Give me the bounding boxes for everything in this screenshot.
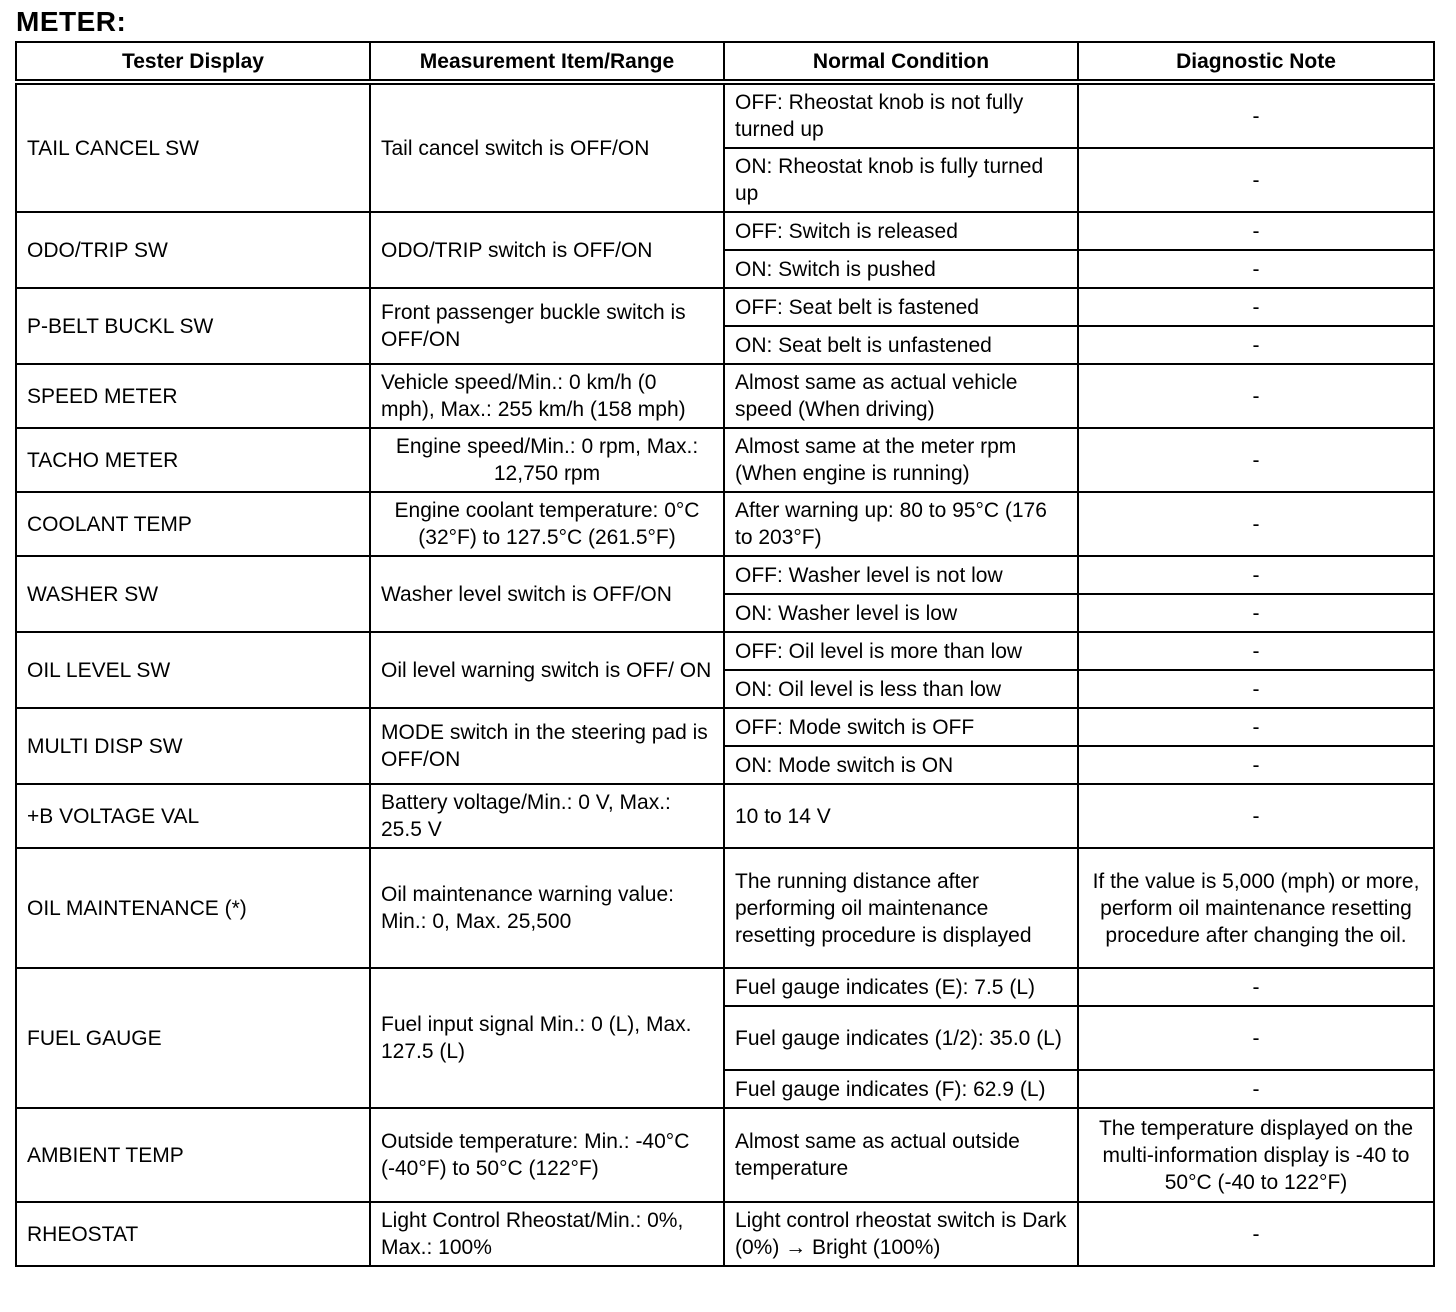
normal-condition-cell: Almost same at the meter rpm (When engine is running) [724, 428, 1078, 492]
normal-condition-cell: ON: Oil level is less than low [724, 670, 1078, 708]
diagnostic-note-cell: - [1078, 492, 1434, 556]
normal-condition-cell: Almost same as actual outside temperature [724, 1108, 1078, 1202]
diagnostic-note-cell: If the value is 5,000 (mph) or more, perform oil maintenance resetting procedure after changing the oil. [1078, 848, 1434, 968]
diagnostic-note-cell: - [1078, 364, 1434, 428]
measurement-range-cell: Vehicle speed/Min.: 0 km/h (0 mph), Max.: 255 km/h (158 mph) [370, 364, 724, 428]
normal-condition-cell: OFF: Mode switch is OFF [724, 708, 1078, 746]
measurement-range-cell: Battery voltage/Min.: 0 V, Max.: 25.5 V [370, 784, 724, 848]
measurement-range-cell: Oil level warning switch is OFF/ ON [370, 632, 724, 708]
normal-condition-cell: OFF: Seat belt is fastened [724, 288, 1078, 326]
diagnostic-note-cell: - [1078, 784, 1434, 848]
diagnostic-note-cell: - [1078, 148, 1434, 212]
table-row [16, 556, 1434, 594]
tester-display-cell: ODO/TRIP SW [16, 212, 370, 288]
diagnostic-note-cell: - [1078, 632, 1434, 670]
normal-condition-cell: ON: Washer level is low [724, 594, 1078, 632]
header-row [16, 42, 1434, 82]
diagnostic-note-cell: - [1078, 82, 1434, 148]
normal-condition-cell: Fuel gauge indicates (1/2): 35.0 (L) [724, 1006, 1078, 1070]
measurement-range-cell: Front passenger buckle switch is OFF/ON [370, 288, 724, 364]
table-row [16, 1108, 1434, 1202]
table-row [16, 82, 1434, 148]
table-body [16, 82, 1434, 1266]
normal-condition-cell: Fuel gauge indicates (E): 7.5 (L) [724, 968, 1078, 1006]
diagnostic-note-cell: - [1078, 212, 1434, 250]
normal-condition-cell: ON: Switch is pushed [724, 250, 1078, 288]
meter-data-table [15, 41, 1435, 1267]
table-row [16, 784, 1434, 848]
table-row [16, 1202, 1434, 1266]
normal-condition-cell: The running distance after performing oil maintenance resetting procedure is displayed [724, 848, 1078, 968]
table-row [16, 492, 1434, 556]
tester-display-cell: RHEOSTAT [16, 1202, 370, 1266]
measurement-range-cell: Engine speed/Min.: 0 rpm, Max.: 12,750 rpm [370, 428, 724, 492]
table-row [16, 708, 1434, 746]
tester-display-cell: TAIL CANCEL SW [16, 82, 370, 212]
table-row [16, 428, 1434, 492]
diagnostic-note-cell: - [1078, 428, 1434, 492]
normal-condition-cell: 10 to 14 V [724, 784, 1078, 848]
diagnostic-note-cell: - [1078, 326, 1434, 364]
page-title: METER: [16, 6, 127, 37]
normal-condition-cell: OFF: Rheostat knob is not fully turned up [724, 82, 1078, 148]
normal-condition-cell: ON: Mode switch is ON [724, 746, 1078, 784]
measurement-range-cell: Oil maintenance warning value: Min.: 0, Max. 25,500 [370, 848, 724, 968]
table-row [16, 848, 1434, 968]
diagnostic-note-cell: - [1078, 1070, 1434, 1108]
tester-display-cell: P-BELT BUCKL SW [16, 288, 370, 364]
diagnostic-note-cell: - [1078, 708, 1434, 746]
diagnostic-note-cell: - [1078, 556, 1434, 594]
header-measurement-range: Measurement Item/Range [370, 42, 724, 82]
table-row [16, 212, 1434, 250]
diagnostic-note-cell: The temperature displayed on the multi-information display is -40 to 50°C (-40 to 122°F) [1078, 1108, 1434, 1202]
tester-display-cell: SPEED METER [16, 364, 370, 428]
normal-condition-cell: OFF: Oil level is more than low [724, 632, 1078, 670]
header-diagnostic-note: Diagnostic Note [1078, 42, 1434, 82]
tester-display-cell: AMBIENT TEMP [16, 1108, 370, 1202]
diagnostic-note-cell: - [1078, 250, 1434, 288]
measurement-range-cell: Tail cancel switch is OFF/ON [370, 82, 724, 212]
measurement-range-cell: Fuel input signal Min.: 0 (L), Max. 127.5 (L) [370, 968, 724, 1108]
measurement-range-cell: MODE switch in the steering pad is OFF/ON [370, 708, 724, 784]
normal-condition-cell: ON: Rheostat knob is fully turned up [724, 148, 1078, 212]
table-row [16, 968, 1434, 1006]
tester-display-cell: +B VOLTAGE VAL [16, 784, 370, 848]
tester-display-cell: TACHO METER [16, 428, 370, 492]
diagnostic-note-cell: - [1078, 1202, 1434, 1266]
diagnostic-note-cell: - [1078, 1006, 1434, 1070]
tester-display-cell: COOLANT TEMP [16, 492, 370, 556]
table-row [16, 632, 1434, 670]
diagnostic-note-cell: - [1078, 746, 1434, 784]
measurement-range-cell: Washer level switch is OFF/ON [370, 556, 724, 632]
tester-display-cell: MULTI DISP SW [16, 708, 370, 784]
table-row [16, 288, 1434, 326]
tester-display-cell: FUEL GAUGE [16, 968, 370, 1108]
tester-display-cell: OIL MAINTENANCE (*) [16, 848, 370, 968]
measurement-range-cell: Engine coolant temperature: 0°C (32°F) to 127.5°C (261.5°F) [370, 492, 724, 556]
tester-display-cell: WASHER SW [16, 556, 370, 632]
header-normal-condition: Normal Condition [724, 42, 1078, 82]
table-row [16, 364, 1434, 428]
normal-condition-cell: Light control rheostat switch is Dark (0%) → Bright (100%) [724, 1202, 1078, 1266]
normal-condition-cell: ON: Seat belt is unfastened [724, 326, 1078, 364]
measurement-range-cell: ODO/TRIP switch is OFF/ON [370, 212, 724, 288]
normal-condition-cell: After warning up: 80 to 95°C (176 to 203°F) [724, 492, 1078, 556]
header-tester-display: Tester Display [16, 42, 370, 82]
diagnostic-note-cell: - [1078, 670, 1434, 708]
measurement-range-cell: Outside temperature: Min.: -40°C (-40°F) to 50°C (122°F) [370, 1108, 724, 1202]
normal-condition-cell: OFF: Washer level is not low [724, 556, 1078, 594]
measurement-range-cell: Light Control Rheostat/Min.: 0%, Max.: 100% [370, 1202, 724, 1266]
diagnostic-note-cell: - [1078, 594, 1434, 632]
diagnostic-note-cell: - [1078, 288, 1434, 326]
normal-condition-cell: Almost same as actual vehicle speed (When driving) [724, 364, 1078, 428]
tester-display-cell: OIL LEVEL SW [16, 632, 370, 708]
diagnostic-note-cell: - [1078, 968, 1434, 1006]
normal-condition-cell: Fuel gauge indicates (F): 62.9 (L) [724, 1070, 1078, 1108]
normal-condition-cell: OFF: Switch is released [724, 212, 1078, 250]
